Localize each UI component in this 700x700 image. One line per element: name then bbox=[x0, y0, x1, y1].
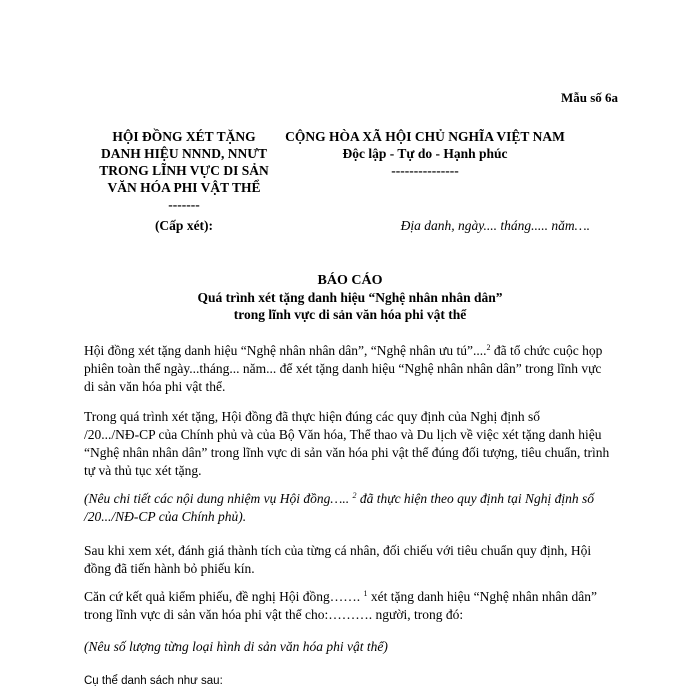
council-line-2: DANH HIỆU NNND, NNƯT bbox=[100, 146, 267, 161]
paragraph-5 bbox=[84, 588, 624, 624]
footnote-ref-2b: 2 bbox=[352, 491, 357, 500]
review-level: (Cấp xét): bbox=[154, 218, 214, 233]
p1-line-3: di sản văn hóa phi vật thể. bbox=[84, 379, 226, 394]
nation-name: CỘNG HÒA XÃ HỘI CHỦ NGHĨA VIỆT NAM bbox=[285, 129, 565, 144]
national-header bbox=[276, 128, 574, 179]
p1-line-1b: đã tổ chức cuộc họp bbox=[490, 343, 603, 358]
p2-line-1: Trong quá trình xét tặng, Hội đồng đã thực hiện đúng các quy định của Nghị định số bbox=[84, 409, 541, 424]
report-title-block bbox=[84, 272, 616, 323]
p4-line-2: đồng đã tiến hành bỏ phiếu kín. bbox=[84, 561, 255, 576]
report-subtitle-1: Quá trình xét tặng danh hiệu “Nghệ nhân nhân dân” bbox=[197, 290, 503, 305]
council-line-3: TRONG LĨNH VỰC DI SẢN bbox=[99, 163, 269, 178]
paragraph-3 bbox=[84, 490, 624, 526]
paragraph-4 bbox=[84, 542, 624, 578]
p2-line-2: /20.../NĐ-CP của Chính phủ và của Bộ Văn hóa, Thể thao và Du lịch về việc xét tặng danh hiệu bbox=[84, 427, 602, 442]
council-header bbox=[84, 128, 284, 213]
p3-line-1b: đã thực hiện theo quy định tại Nghị định số bbox=[356, 491, 595, 506]
report-heading: BÁO CÁO bbox=[317, 273, 383, 288]
footnote-ref-1: 1 bbox=[363, 589, 368, 598]
footnote-ref-2: 2 bbox=[486, 343, 491, 352]
p2-line-3: “Nghệ nhân nhân dân” trong lĩnh vực di sản văn hóa phi vật thể đúng đối tượng, tiêu chuẩn, trình bbox=[84, 445, 610, 460]
paragraph-6: (Nêu số lượng từng loại hình di sản văn hóa phi vật thể) bbox=[84, 639, 388, 654]
council-line-1: HỘI ĐỒNG XÉT TẶNG bbox=[112, 129, 256, 144]
p4-line-1: Sau khi xem xét, đánh giá thành tích của từng cá nhân, đối chiếu với tiêu chuẩn quy định, Hội bbox=[84, 543, 592, 558]
report-subtitle-2: trong lĩnh vực di sản văn hóa phi vật thể bbox=[233, 307, 467, 322]
paragraph-2 bbox=[84, 408, 624, 480]
p1-line-2: phiên toàn thể ngày...tháng... năm... để xét tặng danh hiệu “Nghệ nhân nhân dân” trong lĩnh vực bbox=[84, 361, 602, 376]
nation-motto: Độc lập - Tự do - Hạnh phúc bbox=[342, 146, 508, 161]
place-date-line: Địa danh, ngày.... tháng..... năm…. bbox=[400, 218, 590, 233]
p3-line-2: /20.../NĐ-CP của Chính phủ). bbox=[84, 509, 247, 524]
nation-divider: --------------- bbox=[391, 163, 459, 178]
p3-line-1a: (Nêu chi tiết các nội dung nhiệm vụ Hội đồng….. bbox=[84, 491, 353, 506]
p1-line-1a: Hội đồng xét tặng danh hiệu “Nghệ nhân nhân dân”, “Nghệ nhân ưu tú”.... bbox=[84, 343, 487, 358]
paragraph-7: Cụ thể danh sách như sau: bbox=[84, 675, 223, 687]
form-number: Mẫu số 6a bbox=[560, 90, 618, 105]
p5-line-1a: Căn cứ kết quả kiểm phiếu, đề nghị Hội đồng……. bbox=[84, 589, 364, 604]
paragraph-1 bbox=[84, 342, 624, 396]
p2-line-4: tự và thủ tục xét tặng. bbox=[84, 463, 202, 478]
council-divider: ------- bbox=[168, 197, 200, 212]
p5-line-2: trong lĩnh vực di sản văn hóa phi vật thể cho:………. người, trong đó: bbox=[84, 607, 464, 622]
p5-line-1b: xét tặng danh hiệu “Nghệ nhân nhân dân” bbox=[367, 589, 597, 604]
council-line-4: VĂN HÓA PHI VẬT THỂ bbox=[107, 180, 261, 195]
